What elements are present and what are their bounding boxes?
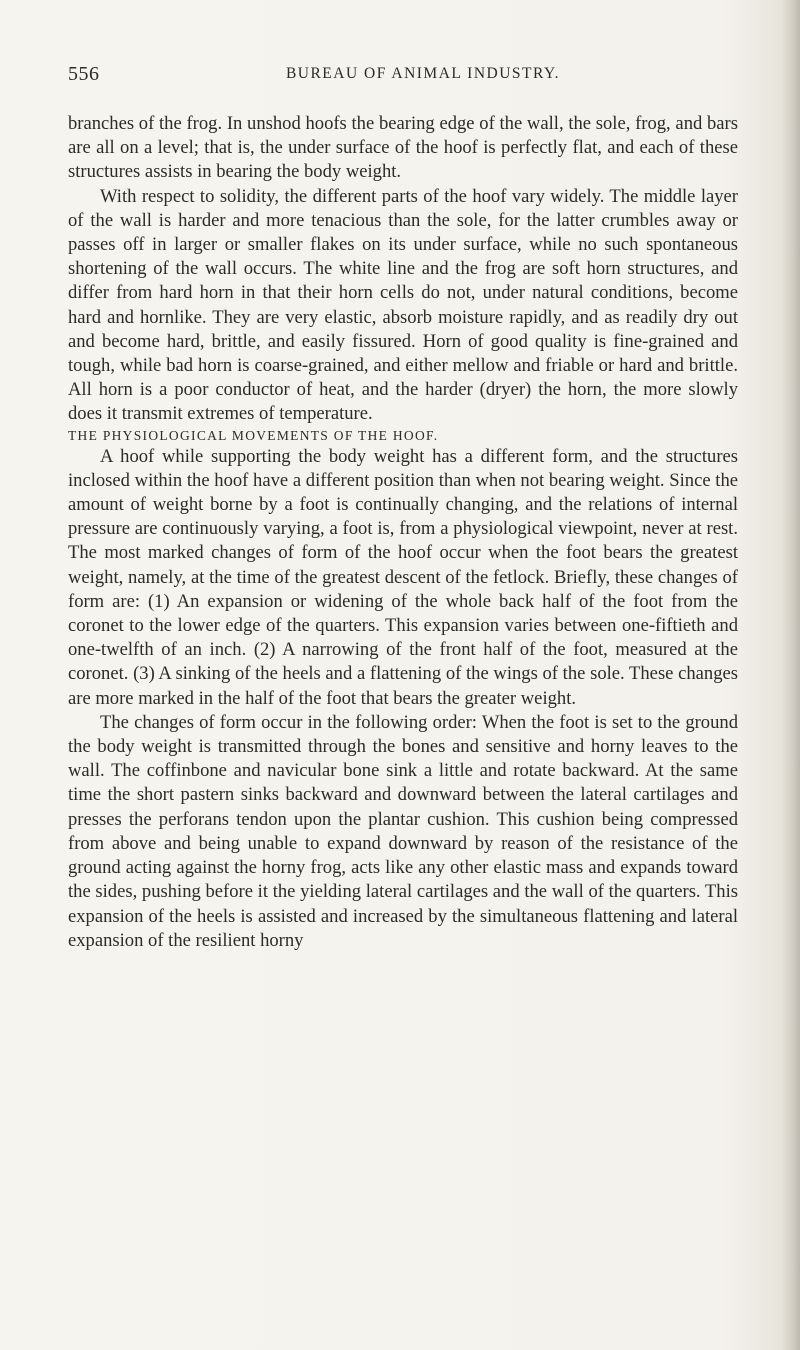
running-head: BUREAU OF ANIMAL INDUSTRY. xyxy=(285,65,561,82)
page-number: 556 xyxy=(68,63,100,85)
paragraph-3: A hoof while supporting the body weight has a different form, and the structures inclosed within the hoof have a different position than when not bearing weight. Since the amount of weight borne by a foot is continually changing, and the relations of internal pressure are continuously varying, a foot is, from a physiological viewpoint, never at rest. The most marked changes of form of the hoof occur when the foot bears the greatest weight, namely, at the time of the greatest descent of the fetlock. Briefly, these changes of form are: (1) An expansion or widening of the whole back half of the foot from the coronet to the lower edge of the quarters. This expansion varies between one-fiftieth and one-twelfth of an inch. (2) A narrowing of the front half of the foot, measured at the coronet. (3) A sinking of the heels and a flattening of the wings of the sole. These changes are more marked in the half of the foot that bears the greater weight. xyxy=(68,445,738,709)
paragraph-1: branches of the frog. In unshod hoofs the bearing edge of the wall, the sole, frog, and bars are all on a level; that is, the under surface of the hoof is perfectly flat, and each of these structures assists in bearing the body weight. xyxy=(68,113,738,183)
section-heading: THE PHYSIOLOGICAL MOVEMENTS OF THE HOOF. xyxy=(68,427,439,443)
paragraph-2: With respect to solidity, the different parts of the hoof vary widely. The middle layer of the wall is harder and more tenacious than the sole, for the latter crumbles away or passes off in larger or smaller flakes on its under surface, while no such spontaneous shortening of the wall occurs. The white line and the frog are soft horn structures, and differ from hard horn in that their horn cells do not, under natural conditions, become hard and hornlike. They are very elastic, absorb moisture rapidly, and as readily dry out and become hard, brittle, and easily fissured. Horn of good quality is fine-grained and tough, while bad horn is coarse-grained, and either mellow and friable or hard and brittle. All horn is a poor conductor of heat, and the harder (dryer) the horn, the more slowly does it transmit extremes of temperature. xyxy=(68,185,738,425)
body-text xyxy=(68,112,738,953)
paragraph-4: The changes of form occur in the following order: When the foot is set to the ground the body weight is transmitted through the bones and sensitive and horny leaves to the wall. The coffinbone and navicular bone sink a little and rotate backward. At the same time the short pastern sinks backward and downward between the lateral cartilages and presses the perforans tendon upon the plantar cushion. This cushion being compressed from above and being unable to expand downward by reason of the resistance of the ground acting against the horny frog, acts like any other elastic mass and expands toward the sides, pushing before it the yielding lateral cartilages and the wall of the quarters. This expansion of the heels is assisted and increased by the simultaneous flattening and lateral expansion of the resilient horny xyxy=(68,711,738,951)
page-header xyxy=(68,63,738,89)
page-edge-shadow xyxy=(782,0,800,1350)
